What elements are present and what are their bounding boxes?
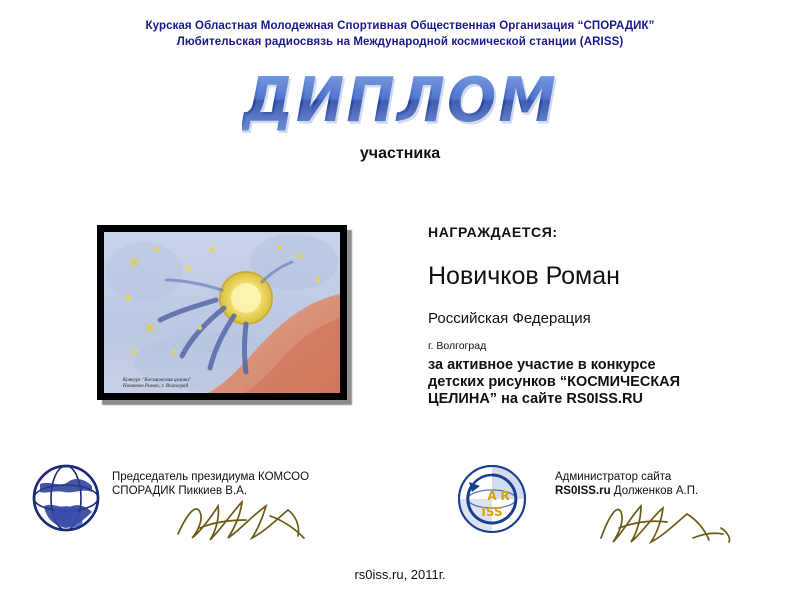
signature-right-name: Долженков А.П. [610,485,699,497]
header-line-2: Любительская радиосвязь на Международной космической станции (ARISS) [176,36,624,48]
drawing-artwork-icon [104,232,340,393]
signature-right-line-1: Администратор сайта [555,471,672,483]
diploma-subtitle: участника [359,145,441,162]
drawing-caption [123,377,191,389]
komsoo-globe-emblem-icon [30,462,102,534]
recipient-city: г. Волгоград [428,340,487,352]
drawing-frame [97,225,347,400]
ariss-logo-emblem-icon [455,462,529,536]
recipient-country: Российская Федерация [428,310,591,327]
handwritten-signature-right [595,494,745,552]
award-reason [428,357,758,408]
ariss-emblem-text-top: A [487,489,497,503]
award-reason-line-2: детских рисунков “КОСМИЧЕСКАЯ [428,374,681,390]
footer-site-year: rs0iss.ru, 2011г. [354,567,446,582]
signature-block-left [30,462,390,557]
drawing-caption-line-2: Новичков Роман, г. Волгоград [122,383,189,389]
award-reason-line-1: за активное участие в конкурсе [428,357,656,373]
signature-left-line-2: СПОРАДИК Пиккиев В.А. [112,485,248,497]
ariss-emblem-text-top2: R [500,489,510,503]
page-title: ДИПЛОМ [242,63,558,137]
signature-right-site: RS0ISS.ru [555,485,611,497]
drawing-caption-line-1: Конкурс "Космическая целина" [122,377,192,383]
diploma-title-wrap [0,63,800,137]
signature-left-line-1: Председатель президиума КОМСОО [112,471,310,483]
award-reason-line-3: ЦЕЛИНА” на сайте RS0ISS.RU [428,391,643,407]
signature-block-right [455,462,785,557]
handwritten-signature-left [170,492,320,552]
header-line-1: Курская Областная Молодежная Спортивная Общественная Организация “СПОРАДИК” [145,20,655,32]
organization-header [0,18,800,50]
award-label: НАГРАЖДАЕТСЯ: [428,224,558,240]
ariss-emblem-text-bottom: ISS [481,505,503,519]
childrens-drawing-image [104,232,340,393]
recipient-name: Новичков Роман [428,262,620,290]
